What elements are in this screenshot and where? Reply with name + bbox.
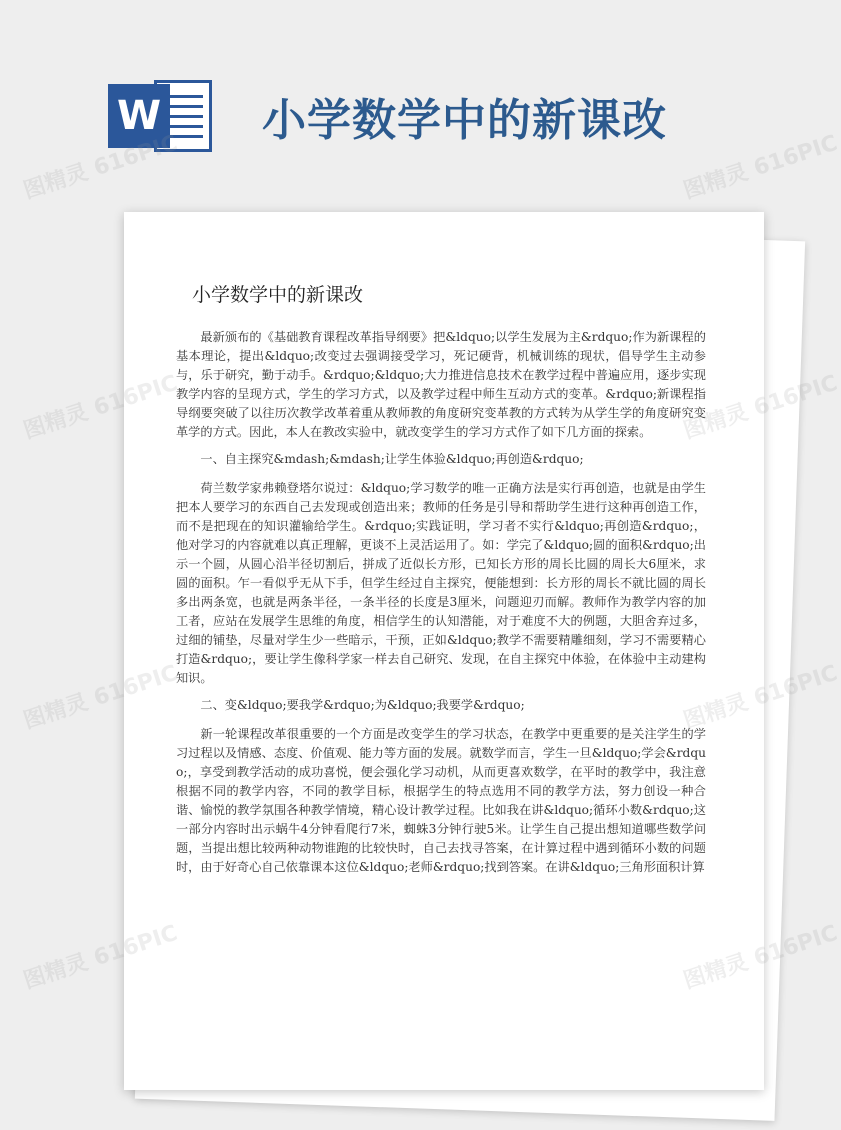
paragraph-section-2: 新一轮课程改革很重要的一个方面是改变学生的学习状态，在教学中更重要的是关注学生的学习过程以及情感、态度、价值观、能力等方面的发展。就数学而言，学生一旦&ldquo;学会&rdquo;，享受到教学活动的成功喜悦，便会强化学习动机，从而更喜欢数学，在平时的教学中，我注意根据不同的教学内容，不同的教学目标，根据学生的特点选用不同的教学方法，努力创设一种合谐、愉悦的教学氛围各种教学情境，精心设计教学过程。比如我在讲&ldquo;循环小数&rdquo;这一部分内容时出示蜗牛4分钟看爬行7米，蜘蛛3分钟行驶5米。让学生自己提出想知道哪些数学问题，当提出想比较两种动物谁跑的比较快时，自己去找寻答案，在计算过程中遇到循环小数的问题时，由于好奇心自己依靠课本这位&ldquo;老师&rdquo;找到答案。在讲&ldquo;三角形面积计算 — [176, 727, 706, 874]
watermark: 图精灵 616PIC — [20, 920, 181, 995]
document-page — [124, 212, 764, 1090]
watermark: 图精灵 616PIC — [20, 660, 181, 735]
watermark: 616PIC — [750, 660, 841, 712]
paragraph-intro: 最新颁布的《基础教育课程改革指导纲要》把&ldquo;以学生发展为主&rdquo;作为新课程的基本理论，提出&ldquo;改变过去强调接受学习，死记硬背，机械训练的现状，倡导学生主动参与，乐于研究，勤于动手。&rdquo;&ldquo;大力推进信息技术在教学过程中普遍应用，逐步实现教学内容的呈现方式，学生的学习方式，以及教学过程中师生互动方式的变革。&rdquo;新课程指导纲要突破了以往历次教学改革着重从教师教的角度研究变革教的方式转为从学生学的角度研究变革学的方式。因此，本人在教改实验中，就改变学生的学习方式作了如下几方面的探索。 — [176, 330, 706, 439]
section-heading-2: 二、变&ldquo;要我学&rdquo;为&ldquo;我要学&rdquo; — [200, 698, 525, 712]
document-title: 小学数学中的新课改 — [262, 95, 667, 146]
paragraph-section-1: 荷兰数学家弗赖登塔尔说过：&ldquo;学习数学的唯一正确方法是实行再创造，也就是由学生把本人要学习的东西自己去发现或创造出来；教师的任务是引导和帮助学生进行这种再创造工作，而不是把现在的知识灌输给学生。&rdquo;实践证明，学习者不实行&ldquo;再创造&rdquo;，他对学习的内容就难以真正理解，更谈不上灵活运用了。如：学完了&ldquo;圆的面积&rdquo;出示一个圆，从圆心沿半径切割后，拼成了近似长方形，已知长方形的周长比圆的周长大6厘米，求圆的面积。乍一看似乎无从下手，但学生经过自主探究，便能想到：长方形的周长不就比圆的周长多出两条宽，也就是两条半径，一条半径的长度是3厘米，问题迎刃而解。教师作为教学内容的加工者，应站在发展学生思维的角度，相信学生的认知潜能，对于难度不大的例题，大胆舍弃过多，过细的铺垫，尽量对学生少一些暗示，干预，正如&ldquo;教学不需要精雕细刻，学习不需要精心打造&rdquo;，要让学生像科学家一样去自己研究、发现，在自主探究中体验，在体验中主动建构知识。 — [176, 481, 706, 685]
watermark: 图精灵 616PIC — [680, 130, 841, 205]
page-heading: 小学数学中的新课改 — [192, 284, 364, 306]
word-document-icon — [108, 80, 212, 152]
watermark: 图精灵 616PIC — [20, 130, 181, 205]
page-content — [176, 328, 706, 885]
word-badge: W — [108, 84, 170, 148]
watermark: 图精灵 616PIC — [20, 370, 181, 445]
section-heading-1: 一、自主探究&mdash;&mdash;让学生体验&ldquo;再创造&rdquo; — [200, 452, 584, 466]
watermark: 616PIC — [750, 920, 841, 972]
header — [0, 0, 800, 200]
